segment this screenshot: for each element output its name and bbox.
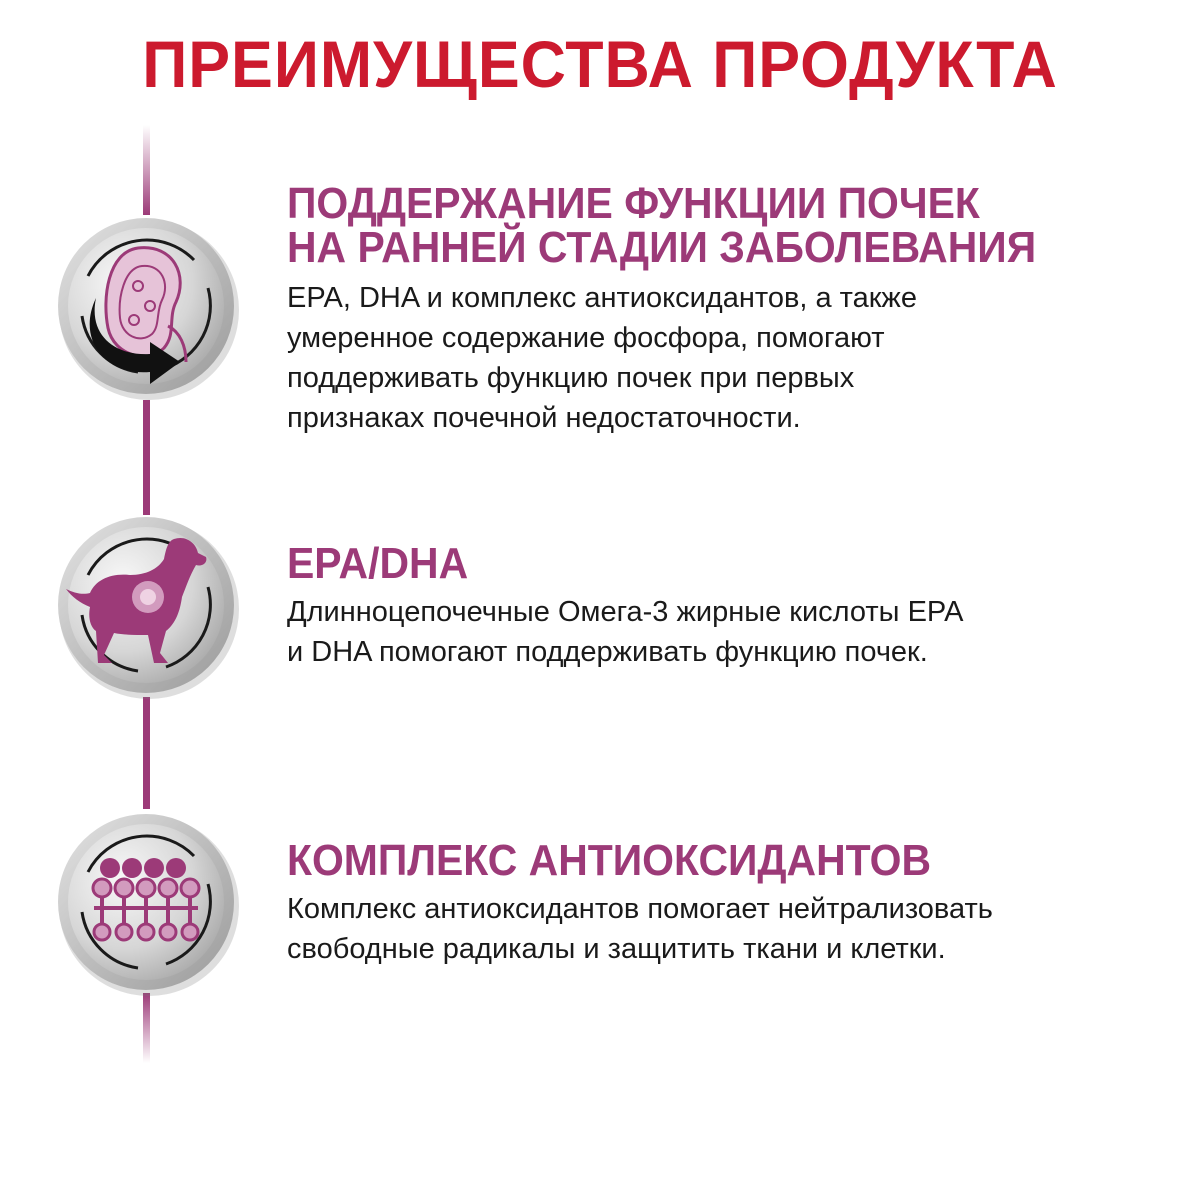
feature-text-line: свободные радикалы и защитить ткани и клетки.: [287, 933, 946, 965]
feature-heading-antioxidants: [287, 836, 932, 885]
feature-text-line: признаках почечной недостаточности.: [287, 402, 801, 434]
timeline-segment: [143, 400, 150, 515]
feature-text-line: Комплекс антиоксидантов помогает нейтрализовать: [287, 893, 993, 925]
feature-text-line: умеренное содержание фосфора, помогают: [287, 322, 885, 354]
feature-text-kidney: [287, 278, 1187, 438]
feature-heading-line: НА РАННЕЙ СТАДИИ ЗАБОЛЕВАНИЯ: [287, 223, 1037, 272]
feature-text-epa-dha: [287, 592, 1187, 672]
timeline-segment-bottom: [143, 993, 150, 1063]
feature-text-antioxidants: [287, 889, 1187, 969]
feature-heading-kidney: [287, 179, 1037, 272]
feature-heading-line: ПОДДЕРЖАНИЕ ФУНКЦИИ ПОЧЕК: [287, 179, 980, 228]
feature-text-line: и DHA помогают поддерживать функцию почек.: [287, 636, 928, 668]
cell-membrane-icon: [58, 814, 239, 996]
timeline-segment-top: [143, 125, 150, 215]
feature-text-line: поддерживать функцию почек при первых: [287, 362, 855, 394]
feature-text-line: EPA, DHA и комплекс антиоксидантов, а также: [287, 282, 917, 314]
timeline-segment: [143, 697, 150, 809]
dog-kidney-icon: [58, 517, 239, 699]
kidney-icon: [58, 218, 239, 400]
feature-heading-line: EPA/DHA: [287, 539, 469, 588]
feature-heading-epa-dha: [287, 539, 469, 588]
page-title: ПРЕИМУЩЕСТВА ПРОДУКТА: [142, 27, 1058, 101]
feature-text-line: Длинноцепочечные Омега-3 жирные кислоты EPA: [287, 596, 964, 628]
feature-heading-line: КОМПЛЕКС АНТИОКСИДАНТОВ: [287, 836, 932, 885]
